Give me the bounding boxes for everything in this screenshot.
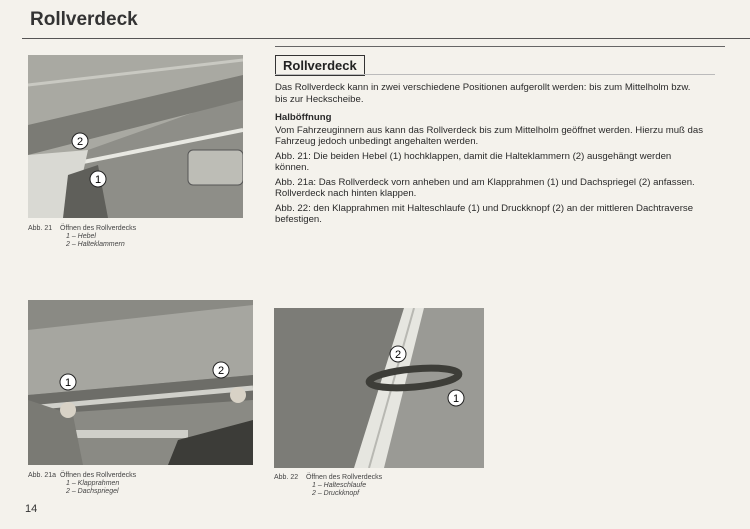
callout-1: [90, 171, 106, 187]
paragraph: Vom Fahrzeuginnern aus kann das Rollverdeck bis zum Mittelholm geöffnet werden. Hierzu muß das Fahrzeug jedoch unbedingt angehalten werden.: [275, 124, 704, 147]
callout-2: [72, 133, 88, 149]
legend-item: 1 – Halteschlaufe: [312, 482, 367, 489]
intro-paragraph: Das Rollverdeck kann in zwei verschiedene Positionen aufgerollt werden: bis zum Mittelholm bzw. bis zur Heckscheibe.: [275, 82, 691, 105]
callout-2: [213, 362, 229, 378]
svg-text:2: 2: [394, 349, 402, 361]
section-rule: [275, 46, 725, 47]
figure-number: Abb. 22: [274, 474, 299, 481]
body-text: [275, 82, 705, 229]
figure-21a-caption: [28, 472, 228, 496]
section-title: Rollverdeck: [275, 55, 365, 76]
legend-item: 2 – Dachspriegel: [66, 488, 119, 495]
page-header-title: Rollverdeck: [30, 9, 138, 30]
svg-text:2: 2: [76, 136, 84, 148]
legend-item: 2 – Druckknopf: [312, 490, 360, 497]
section-underline: [275, 74, 715, 75]
figure-number: Abb. 21: [28, 225, 53, 232]
svg-text:1: 1: [452, 393, 460, 405]
figure-22-caption: [274, 474, 474, 498]
callout-1: [60, 374, 76, 390]
figure-21a-photo: [28, 300, 253, 465]
paragraph: Abb. 21: Die beiden Hebel (1) hochklappen, damit die Halteklammern (2) ausgehängt werden können.: [275, 150, 672, 173]
header-rule: [22, 38, 750, 39]
legend-item: 1 – Klapprahmen: [66, 480, 120, 487]
paragraph: Abb. 22: den Klapprahmen mit Halteschlaufe (1) und Druckknopf (2) an der mittleren Dachtraverse befestigen.: [275, 202, 694, 225]
figure-21-photo: [28, 55, 243, 218]
legend-item: 2 – Halteklammern: [66, 241, 125, 248]
page-number: 14: [25, 503, 38, 515]
legend-item: 1 – Hebel: [66, 233, 96, 240]
callout-2: [390, 346, 406, 362]
figure-21-caption: [28, 225, 228, 249]
callout-1: [448, 390, 464, 406]
svg-text:2: 2: [217, 365, 225, 377]
svg-text:1: 1: [64, 377, 72, 389]
paragraph: Abb. 21a: Das Rollverdeck vorn anheben und am Klapprahmen (1) und Dachspriegel (2) anfassen. Rollverdeck nach hinten klappen.: [275, 176, 695, 199]
figure-number: Abb. 21a: [28, 472, 57, 479]
subheading: Halböffnung: [275, 112, 332, 123]
figure-title: Öffnen des Rollverdecks: [59, 472, 137, 479]
figure-22-photo: [274, 308, 484, 468]
svg-text:1: 1: [94, 174, 102, 186]
figure-title: Öffnen des Rollverdecks: [305, 474, 383, 481]
figure-title: Öffnen des Rollverdecks: [59, 225, 137, 232]
